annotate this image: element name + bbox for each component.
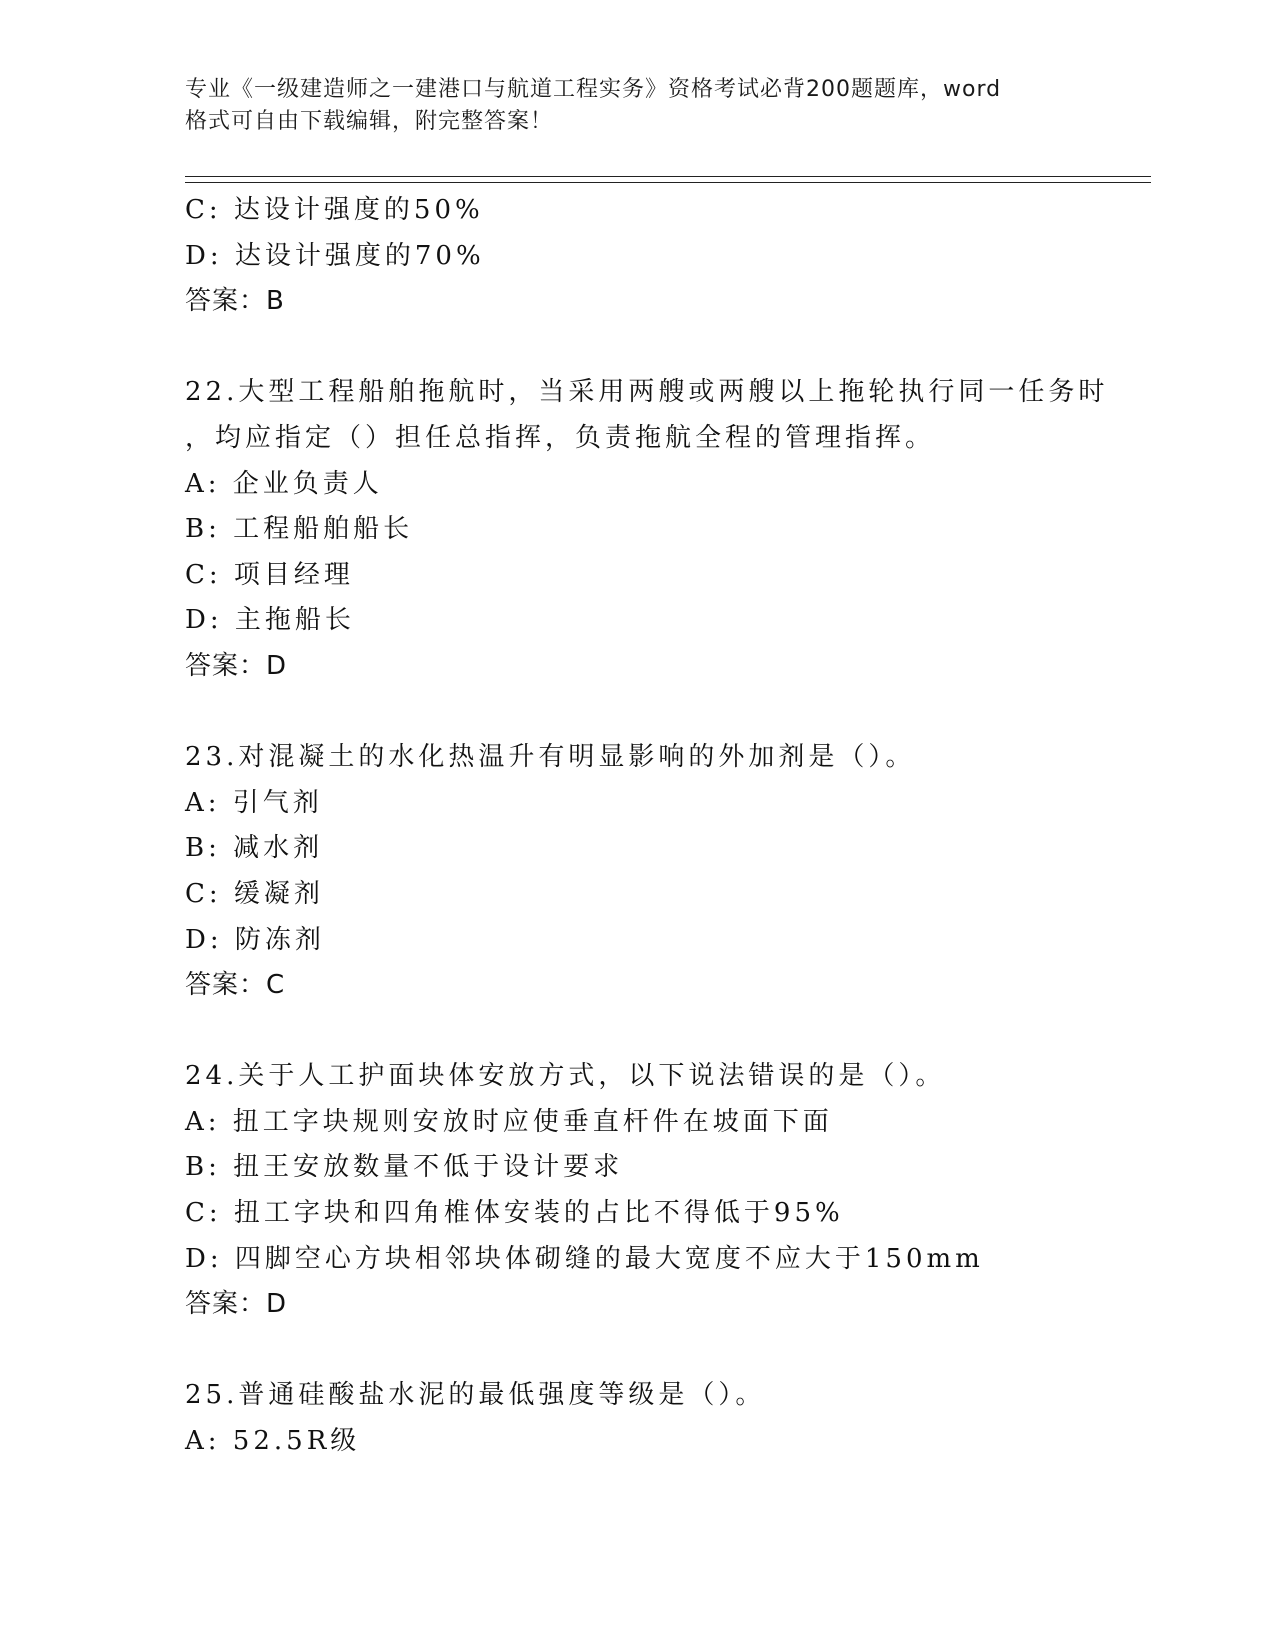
question-text: 22.大型工程船舶拖航时，当采用两艘或两艘以上拖轮执行同一任务时 [185,377,1109,408]
answer-line: 答案：D [185,1289,288,1320]
header-line-2: 格式可自由下载编辑，附完整答案！ [185,109,554,134]
option-line: D: 达设计强度的70% [185,240,485,271]
option-line: B: 扭王安放数量不低于设计要求 [185,1152,624,1183]
header-line-1: 专业《一级建造师之一建港口与航道工程实务》资格考试必背200题题库，word [185,77,1002,102]
question-list [185,188,1109,1465]
option-line: C: 项目经理 [185,559,354,590]
option-line: D: 四脚空心方块相邻块体砌缝的最大宽度不应大于150mm [185,1243,984,1274]
header-rule-top [185,176,1151,177]
blank-line [185,1009,1085,1055]
option-line: C: 扭工字块和四角椎体安装的占比不得低于95% [185,1198,844,1229]
option-line: B: 减水剂 [185,833,324,864]
option-line: D: 主拖船长 [185,605,355,636]
option-line: A: 扭工字块规则安放时应使垂直杆件在坡面下面 [185,1106,833,1137]
option-line: D: 防冻剂 [185,924,325,955]
answer-line: 答案：C [185,970,286,1001]
document-header [185,74,1065,138]
blank-line [185,1328,1085,1374]
answer-line: 答案：B [185,286,285,317]
blank-line [185,325,1085,371]
option-line: C: 缓凝剂 [185,878,324,909]
blank-line [185,690,1085,736]
question-text: ，均应指定（）担任总指挥，负责拖航全程的管理指挥。 [185,422,936,453]
answer-line: 答案：D [185,650,288,681]
header-rule-bottom [185,182,1151,183]
question-text: 23.对混凝土的水化热温升有明显影响的外加剂是（）。 [185,742,916,773]
option-line: B: 工程船舶船长 [185,514,414,545]
option-line: A: 52.5R级 [185,1426,361,1457]
option-line: A: 引气剂 [185,787,323,818]
option-line: C: 达设计强度的50% [185,195,484,225]
option-line: A: 企业负责人 [185,468,383,499]
question-text: 24.关于人工护面块体安放方式，以下说法错误的是（）。 [185,1061,946,1092]
question-text: 25.普通硅酸盐水泥的最低强度等级是（）。 [185,1380,766,1411]
